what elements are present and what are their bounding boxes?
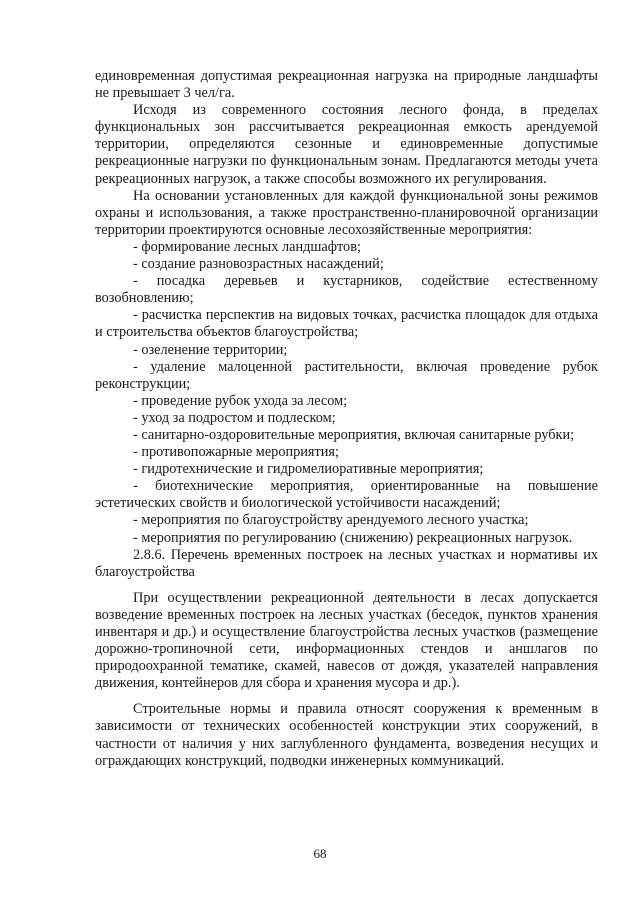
- list-item: - проведение рубок ухода за лесом;: [133, 392, 348, 409]
- paragraph-recreational-capacity: Исходя из современного состояния лесного фонда, в пределах функциональных зон рассчитывается рекреационная емкость арендуемой территории, определяются сезонные и единовременные допустимые рекреационные нагрузки по функциональным зонам. Предлагаются методы учета рекреационных нагрузок, а также способы возможного их регулирования.: [95, 102, 598, 187]
- page-number: 68: [313, 846, 327, 861]
- list-item: - создание разновозрастных насаждений;: [133, 256, 384, 273]
- list-item: - формирование лесных ландшафтов;: [133, 238, 361, 255]
- paragraph-building-norms: Строительные нормы и правила относят сооружения к временным в зависимости от технических особенностей конструкции этих сооружений, в частности от наличия у них заглубленного фундамента, возведения несущих и ограждающих конструкций, подводки инженерных коммуникаций.: [95, 701, 598, 769]
- list-item: - расчистка перспектив на видовых точках, расчистка площадок для отдыха и строительства объектов благоустройства;: [95, 307, 598, 341]
- body-text: [95, 68, 598, 770]
- list-item: - противопожарные мероприятия;: [133, 444, 339, 461]
- list-item: - гидротехнические и гидромелиоративные мероприятия;: [133, 461, 484, 478]
- list-item: - удаление малоценной растительности, включая проведение рубок реконструкции;: [95, 358, 598, 392]
- list-item: - санитарно-оздоровительные мероприятия, включая санитарные рубки;: [133, 426, 575, 443]
- paragraph-continuation: единовременная допустимая рекреационная нагрузка на природные ландшафты не превышает 3 чел/га.: [95, 68, 598, 102]
- paragraph-measures-intro: На основании установленных для каждой функциональной зоны режимов охраны и использования, а также пространственно-планировочной организации территории проектируются основные лесохозяйственные мероприятия:: [95, 187, 598, 238]
- list-item: - биотехнические мероприятия, ориентированные на повышение эстетических свойств и биологической устойчивости насаждений;: [95, 478, 598, 512]
- paragraph-temporary-buildings: При осуществлении рекреационной деятельности в лесах допускается возведение временных построек на лесных участках (беседок, пунктов хранения инвентаря и др.) и осуществление благоустройства лесных участков (размещение дорожно-тропиночной сети, информационных стендов и аншлагов по природоохранной тематике, скамей, навесов от дождя, указателей направления движения, контейнеров для сбора и хранения мусора и др.).: [95, 589, 598, 692]
- section-heading: 2.8.6. Перечень временных построек на лесных участках и нормативы их благоустройства: [95, 546, 598, 580]
- list-item: - посадка деревьев и кустарников, содействие естественному возобновлению;: [95, 273, 598, 307]
- list-item: - уход за подростом и подлеском;: [133, 409, 336, 426]
- list-item: - мероприятия по благоустройству арендуемого лесного участка;: [133, 512, 529, 529]
- list-item: - мероприятия по регулированию (снижению) рекреационных нагрузок.: [133, 529, 573, 546]
- list-item: - озеленение территории;: [133, 341, 288, 358]
